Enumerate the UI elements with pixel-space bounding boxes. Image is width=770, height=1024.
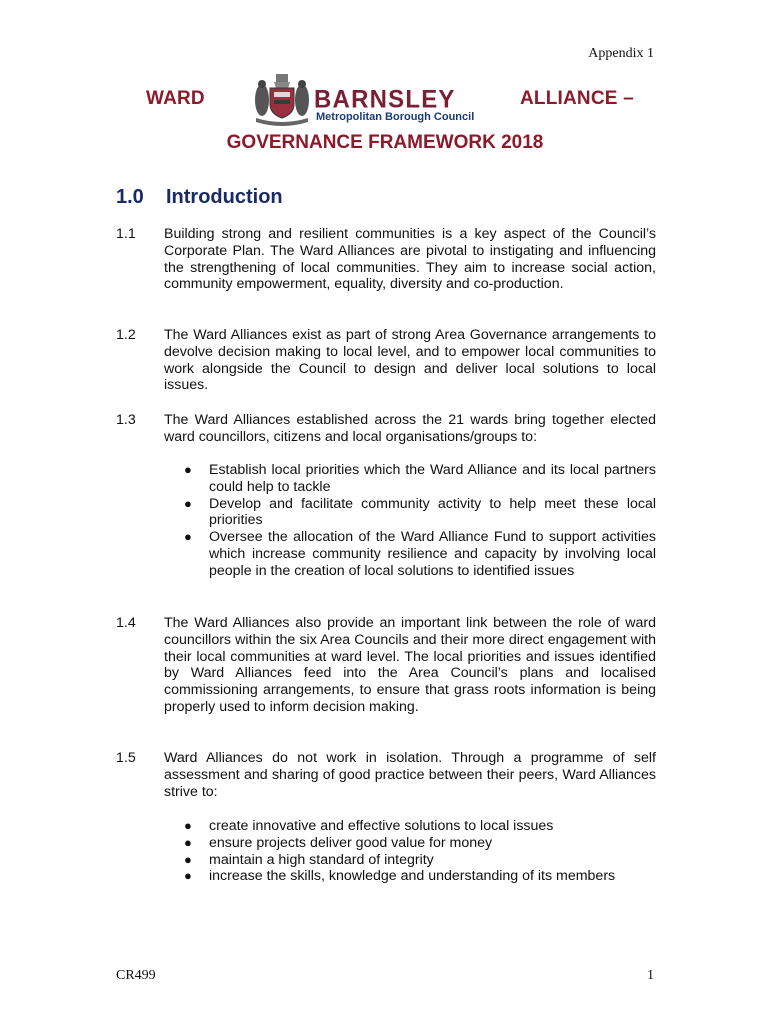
paragraph-1-5 — [116, 750, 656, 800]
appendix-label: Appendix 1 — [588, 46, 654, 61]
list-item-text: increase the skills, knowledge and understanding of its members — [209, 868, 616, 885]
paragraph-number: 1.1 — [116, 226, 136, 242]
paragraph-number: 1.3 — [116, 412, 136, 428]
paragraph-1-1 — [116, 226, 656, 293]
paragraph-1-2 — [116, 327, 656, 394]
list-item — [164, 529, 656, 579]
list-item — [164, 868, 656, 885]
section-number: 1.0 — [116, 186, 144, 208]
paragraph-text: Ward Alliances do not work in isolation. Through a programme of self assessment and sharing of good practice between their peers, Ward Alliances strive to: — [164, 750, 656, 800]
list-item — [164, 852, 656, 869]
list-item — [164, 818, 656, 835]
logo-subtitle-text: Metropolitan Borough Council — [316, 111, 475, 123]
paragraph-1-3 — [116, 412, 656, 446]
paragraph-number: 1.5 — [116, 750, 136, 766]
bullet-icon: ● — [184, 529, 192, 545]
paragraph-text: The Ward Alliances established across the 21 wards bring together elected ward councillors, citizens and local organisations/groups to: — [164, 412, 656, 445]
footer-page-number: 1 — [647, 968, 654, 983]
list-item-text: create innovative and effective solutions to local issues — [209, 818, 554, 834]
section-heading — [116, 186, 283, 209]
bullet-icon: ● — [184, 868, 192, 884]
barnsley-council-logo — [246, 70, 506, 128]
document-title-row — [0, 70, 770, 130]
list-item-text: Oversee the allocation of the Ward Alliance Fund to support activities which increase community resilience and capacity by involving local people in the creation of local solutions to identified issues — [209, 529, 656, 579]
logo-brand-text: BARNSLEY — [314, 85, 456, 114]
bullet-icon: ● — [184, 462, 192, 477]
list-item — [164, 835, 656, 852]
list-item-text: Establish local priorities which the Ward Alliance and its local partners could help to tackle — [209, 462, 656, 495]
title-alliance: ALLIANCE – — [520, 88, 634, 109]
list-item — [164, 496, 656, 530]
list-item-text: ensure projects deliver good value for money — [209, 834, 493, 851]
document-subtitle: GOVERNANCE FRAMEWORK 2018 — [226, 132, 544, 153]
bullet-list-1-3 — [164, 462, 656, 580]
section-title: Introduction — [166, 186, 283, 208]
list-item-text: maintain a high standard of integrity — [209, 851, 434, 868]
bullet-list-1-5 — [164, 818, 656, 885]
paragraph-text: Building strong and resilient communities is a key aspect of the Council’s Corporate Plan. The Ward Alliances are pivotal to instigating and influencing the strengthening of local communities. They aim to increase social action, community empowerment, equality, diversity and co-production. — [164, 226, 656, 293]
list-item — [164, 462, 656, 496]
bullet-icon: ● — [184, 818, 192, 833]
paragraph-text: The Ward Alliances exist as part of strong Area Governance arrangements to devolve decision making to local level, and to empower local communities to work alongside the Council to design and deliver local solutions to local issues. — [164, 327, 656, 394]
coat-of-arms-icon — [252, 70, 312, 126]
footer-document-code: CR499 — [116, 968, 156, 983]
paragraph-number: 1.2 — [116, 327, 136, 343]
list-item-text: Develop and facilitate community activity to help meet these local priorities — [209, 495, 656, 529]
title-ward: WARD — [146, 88, 205, 109]
paragraph-number: 1.4 — [116, 615, 136, 631]
paragraph-1-4 — [116, 615, 656, 716]
bullet-icon: ● — [184, 834, 192, 850]
paragraph-text: The Ward Alliances also provide an important link between the role of ward councillors within the six Area Councils and their more direct engagement with their local communities at ward level. The local priorities and issues identified by Ward Alliances feed into the Area Council’s plans and localised commissioning arrangements, to ensure that grass roots information is being properly used to inform decision making. — [164, 615, 656, 715]
bullet-icon: ● — [184, 495, 192, 511]
bullet-icon: ● — [184, 851, 192, 867]
